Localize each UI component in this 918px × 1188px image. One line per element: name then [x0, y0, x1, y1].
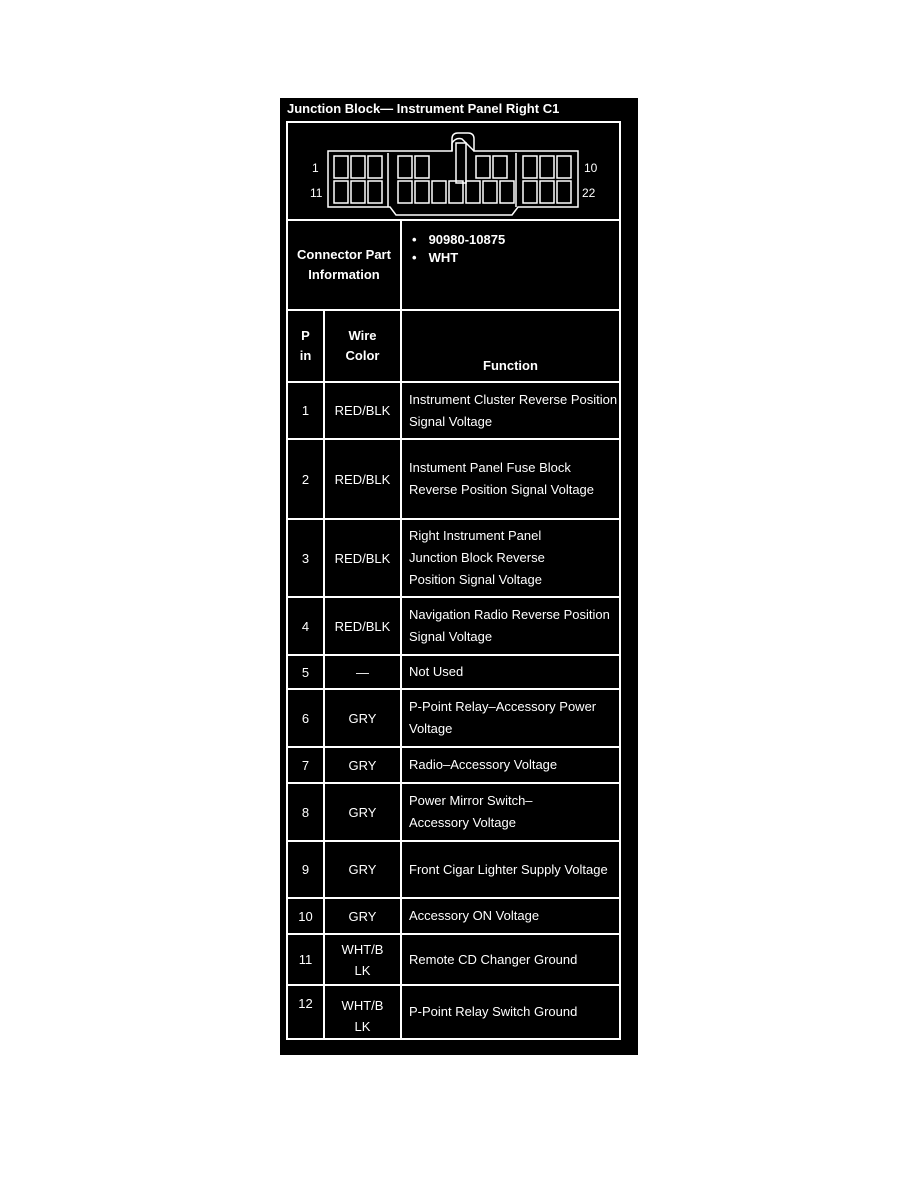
connector-diagram — [287, 122, 620, 220]
table-row — [287, 439, 620, 519]
pin-function: Not Used — [401, 655, 620, 689]
pinout-table — [286, 121, 621, 1040]
wire-color: RED/BLK — [324, 439, 401, 519]
pin-function: Radio–Accessory Voltage — [401, 747, 620, 783]
wire-color: GRY — [324, 841, 401, 898]
wire-color: GRY — [324, 689, 401, 747]
part-number: • 90980-10875 — [414, 231, 619, 249]
pin-number: 2 — [287, 439, 324, 519]
pin-function: Accessory ON Voltage — [401, 898, 620, 934]
pin-number: 1 — [287, 382, 324, 439]
table-row — [287, 747, 620, 783]
table-row — [287, 597, 620, 655]
pin-number: 10 — [287, 898, 324, 934]
table-row — [287, 382, 620, 439]
table-row — [287, 519, 620, 597]
pin-function: P-Point Relay–Accessory Power Voltage — [401, 689, 620, 747]
pin-number: 5 — [287, 655, 324, 689]
header-wire-color: Wire Color — [324, 310, 401, 382]
table-row — [287, 934, 620, 985]
wire-color: RED/BLK — [324, 519, 401, 597]
pin-function: P-Point Relay Switch Ground — [401, 985, 620, 1039]
table-row — [287, 985, 620, 1039]
pin-function: Remote CD Changer Ground — [401, 934, 620, 985]
pin-function: Navigation Radio Reverse Position Signal Voltage — [401, 597, 620, 655]
pin-function: Front Cigar Lighter Supply Voltage — [401, 841, 620, 898]
table-row — [287, 689, 620, 747]
wire-color: GRY — [324, 898, 401, 934]
pin-label-11: 11 — [310, 186, 323, 200]
table-row — [287, 898, 620, 934]
table-row — [287, 841, 620, 898]
pin-number: 6 — [287, 689, 324, 747]
connector-info-panel — [280, 98, 638, 1055]
pin-function: Instument Panel Fuse Block Reverse Position Signal Voltage — [401, 439, 620, 519]
part-info-cell — [401, 220, 620, 310]
table-row — [287, 783, 620, 841]
pin-number: 4 — [287, 597, 324, 655]
pin-label-10: 10 — [584, 161, 598, 175]
wire-color: RED/BLK — [324, 597, 401, 655]
wire-color: RED/BLK — [324, 382, 401, 439]
pin-number: 9 — [287, 841, 324, 898]
wire-color: — — [324, 655, 401, 689]
wire-color: GRY — [324, 783, 401, 841]
pin-function: Right Instrument Panel Junction Block Reverse Position Signal Voltage — [401, 519, 620, 597]
pin-number: 3 — [287, 519, 324, 597]
connector-face-icon — [288, 123, 619, 219]
table-row — [287, 655, 620, 689]
pin-number: 12 — [287, 985, 324, 1039]
page-title: Junction Block— Instrument Panel Right C1 — [287, 101, 560, 116]
pin-label-22: 22 — [582, 186, 596, 200]
pin-label-1: 1 — [312, 161, 319, 175]
connector-color: • WHT — [414, 249, 619, 267]
pin-function: Power Mirror Switch–Accessory Voltage — [401, 783, 620, 841]
wire-color: WHT/B LK — [324, 934, 401, 985]
wire-color: WHT/B LK — [324, 985, 401, 1039]
wire-color: GRY — [324, 747, 401, 783]
pin-function: Instrument Cluster Reverse Position Signal Voltage — [401, 382, 620, 439]
pin-number: 8 — [287, 783, 324, 841]
part-info-label: Connector Part Information — [287, 220, 401, 310]
header-function: Function — [401, 310, 620, 382]
pin-number: 11 — [287, 934, 324, 985]
header-pin: P in — [287, 310, 324, 382]
pin-number: 7 — [287, 747, 324, 783]
